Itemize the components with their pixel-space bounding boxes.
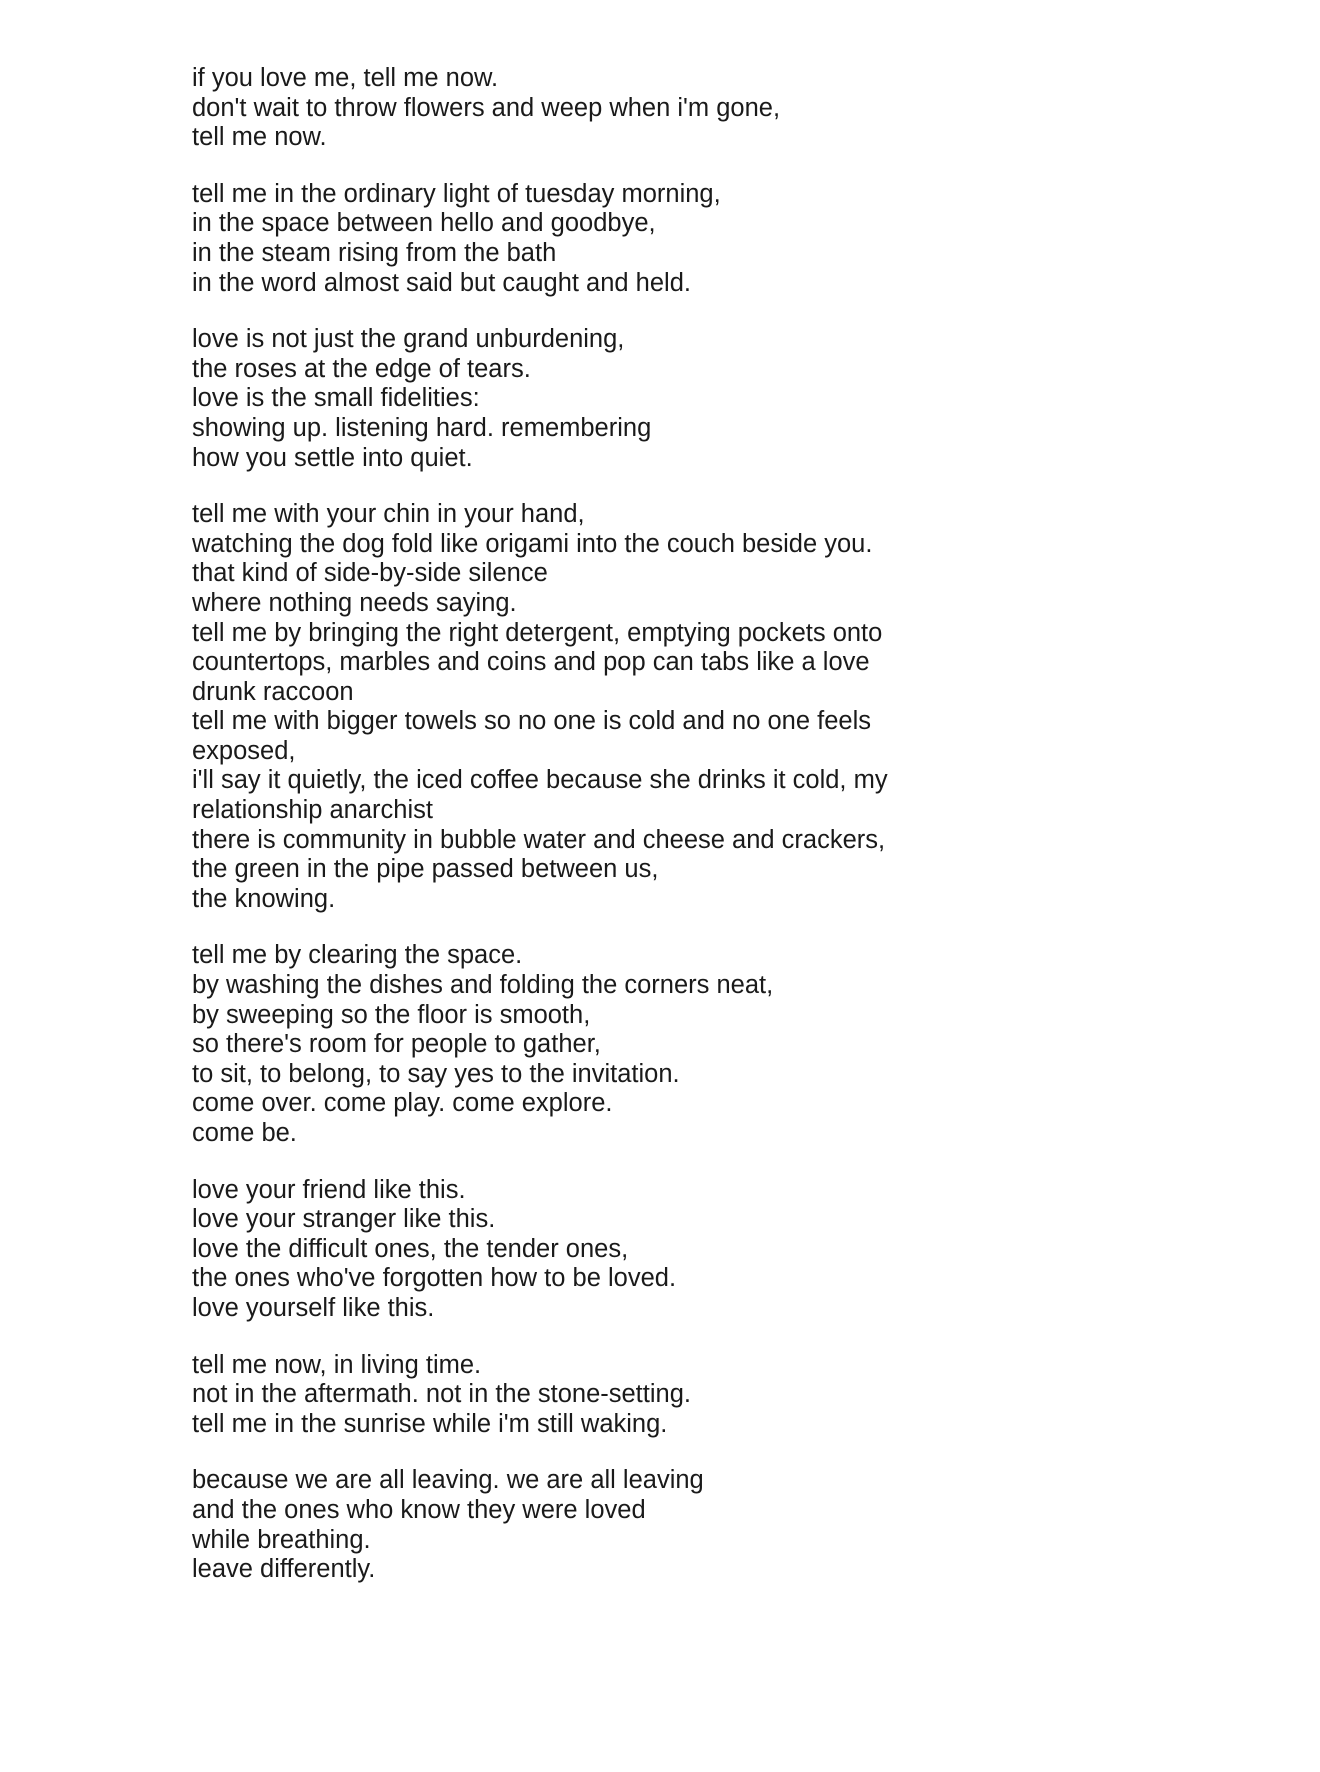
poem-line: by sweeping so the floor is smooth,	[192, 1000, 591, 1029]
poem-line: exposed,	[192, 736, 296, 765]
poem-line: tell me in the ordinary light of tuesday morning,	[192, 179, 721, 208]
poem-line: love the difficult ones, the tender ones,	[192, 1234, 629, 1263]
poem-line: so there's room for people to gather,	[192, 1030, 601, 1059]
poem-stanza	[192, 1351, 1252, 1440]
poem-line: the ones who've forgotten how to be loved.	[192, 1264, 677, 1293]
poem-line: to sit, to belong, to say yes to the invitation.	[192, 1059, 680, 1088]
poem-line: don't wait to throw flowers and weep when i'm gone,	[192, 93, 781, 122]
poem-body	[192, 64, 1252, 1612]
poem-line: by washing the dishes and folding the corners neat,	[192, 971, 774, 1000]
poem-stanza	[192, 1466, 1252, 1584]
poem-line: in the word almost said but caught and held.	[192, 268, 691, 297]
poem-line: while breathing.	[192, 1525, 371, 1554]
poem-stanza	[192, 500, 1252, 914]
poem-line: drunk raccoon	[192, 677, 354, 706]
poem-line: tell me with your chin in your hand,	[192, 500, 585, 529]
poem-line: there is community in bubble water and cheese and crackers,	[192, 825, 886, 854]
poem-line: love your stranger like this.	[192, 1205, 496, 1234]
poem-line: not in the aftermath. not in the stone-setting.	[192, 1380, 691, 1409]
poem-stanza	[192, 64, 1252, 153]
poem-line: how you settle into quiet.	[192, 443, 473, 472]
poem-line: watching the dog fold like origami into the couch beside you.	[192, 529, 873, 558]
poem-line: the knowing.	[192, 884, 336, 913]
poem-line: in the steam rising from the bath	[192, 238, 557, 267]
poem-line: tell me with bigger towels so no one is cold and no one feels	[192, 707, 871, 736]
poem-line: tell me by clearing the space.	[192, 941, 523, 970]
poem-line: where nothing needs saying.	[192, 588, 517, 617]
poem-line: if you love me, tell me now.	[192, 64, 499, 92]
poem-line: countertops, marbles and coins and pop can tabs like a love	[192, 648, 870, 677]
poem-line: and the ones who know they were loved	[192, 1495, 646, 1524]
poem-line: that kind of side-by-side silence	[192, 559, 548, 588]
poem-line: in the space between hello and goodbye,	[192, 209, 656, 238]
poem-line: love is the small fidelities:	[192, 384, 480, 413]
poem-stanza	[192, 941, 1252, 1148]
poem-line: tell me now.	[192, 123, 327, 152]
poem-line: love your friend like this.	[192, 1175, 466, 1204]
poem-line: because we are all leaving. we are all leaving	[192, 1466, 704, 1495]
poem-line: relationship anarchist	[192, 796, 433, 825]
poem-line: love yourself like this.	[192, 1293, 435, 1322]
poem-line: tell me in the sunrise while i'm still waking.	[192, 1409, 668, 1438]
poem-line: come over. come play. come explore.	[192, 1089, 613, 1118]
poem-stanza	[192, 180, 1252, 298]
poem-line: showing up. listening hard. remembering	[192, 413, 652, 442]
poem-line: the roses at the edge of tears.	[192, 354, 531, 383]
poem-line: tell me now, in living time.	[192, 1350, 482, 1379]
poem-line: the green in the pipe passed between us,	[192, 855, 659, 884]
poem-line: love is not just the grand unburdening,	[192, 325, 625, 354]
poem-line: i'll say it quietly, the iced coffee because she drinks it cold, my	[192, 766, 888, 795]
poem-line: come be.	[192, 1119, 297, 1147]
poem-line: tell me by bringing the right detergent, emptying pockets onto	[192, 618, 883, 647]
poem-stanza	[192, 325, 1252, 473]
poem-stanza	[192, 1176, 1252, 1324]
poem-line: leave differently.	[192, 1555, 376, 1584]
